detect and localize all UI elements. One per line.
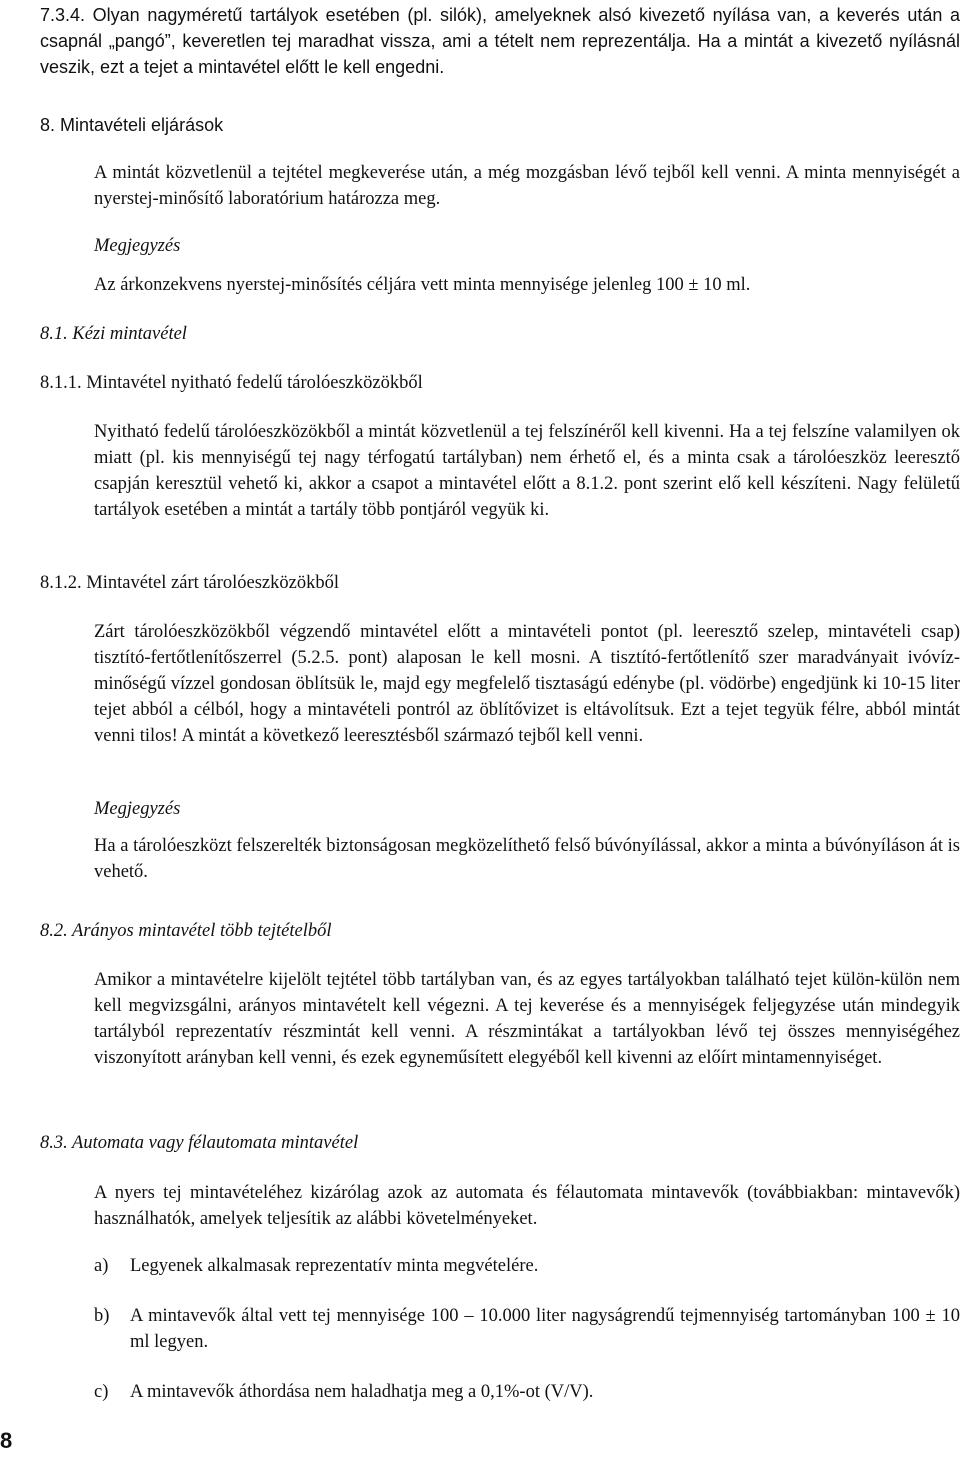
page-number: 8 — [0, 1428, 13, 1453]
list-item-label: c) — [94, 1382, 109, 1402]
list-item — [94, 1253, 960, 1279]
section-8-heading: 8. Mintavételi eljárások — [40, 115, 224, 135]
intro-paragraph: 7.3.4. Olyan nagyméretű tartályok esetében (pl. silók), amelyeknek alsó kivezető nyílása van, a keverés után a csapnál „pangó”, keveretlen tej maradhat vissza, ami a tételt nem reprezentálja. Ha a mintát a kivezető nyílásnál veszik, ezt a tejet a mintavétel előtt le kell engedni. — [40, 5, 960, 77]
list-item-text: A mintavevők által vett tej mennyisége 100 – 10.000 liter nagyságrendű tejmennyiség tartományban 100 ± 10 ml legyen. — [130, 1306, 960, 1352]
section-8-3-paragraph: A nyers tej mintavételéhez kizárólag azok az automata és félautomata mintavevők (továbbiakban: mintavevők) használhatók, amelyek teljesítik az alábbi követelményeket. — [94, 1183, 960, 1229]
section-8-3-heading: 8.3. Automata vagy félautomata mintavétel — [40, 1133, 359, 1153]
list-item — [94, 1303, 960, 1355]
section-8-1-heading: 8.1. Kézi mintavétel — [40, 324, 187, 344]
section-8-note: Az árkonzekvens nyerstej-minősítés céljára vett minta mennyisége jelenleg 100 ± 10 ml. — [94, 275, 751, 295]
section-8-note-label: Megjegyzés — [94, 236, 181, 256]
section-8-2-heading: 8.2. Arányos mintavétel több tejtételből — [40, 921, 332, 941]
list-item — [94, 1379, 960, 1405]
section-8-1-2-note-label: Megjegyzés — [94, 799, 181, 819]
list-item-text: Legyenek alkalmasak reprezentatív minta megvételére. — [130, 1256, 539, 1276]
section-8-2-paragraph: Amikor a mintavételre kijelölt tejtétel több tartályban van, és az egyes tartályokban található tejet külön-külön nem kell megvizsgálni, arányos mintavételt kell végezni. A tej keverése és a mennyiségek feljegyzése után mindegyik tartályból reprezentatív részmintát kell venni. A részmintákat a tartályokban lévő tej összes mennyiségéhez viszonyított arányban kell venni, és ezek egyneműsített elegyéből kell kivenni az előírt mintamennyiséget. — [94, 970, 960, 1068]
list-item-label: a) — [94, 1256, 109, 1276]
section-8-1-2-paragraph: Zárt tárolóeszközökből végzendő mintavétel előtt a mintavételi pontot (pl. leeresztő szelep, mintavételi csap) tisztító-fertőtlenítőszerrel (5.2.5. pont) alaposan le kell mosni. A tisztító-fertőtlenítő szer maradványait ivóvíz-minőségű vízzel gondosan öblítsük le, majd egy megfelelő tisztaságú edénybe (pl. vödörbe) engedjünk ki 10-15 liter tejet abból a célból, hogy a mintavételi pontról az öblítővizet is eltávolítsuk. Ezt a tejet tegyük félre, abból mintát venni tilos! A mintát a következő leeresztésből származó tejből kell venni. — [94, 622, 960, 746]
section-8-1-1-paragraph: Nyitható fedelű tárolóeszközökből a mintát közvetlenül a tej felszínéről kell kivenni. Ha a tej felszíne valamilyen ok miatt (pl. kis mennyiségű tej nagy térfogatú tartályban) nem érhető el, és a minta csak a tárolóeszköz leeresztő csapján keresztül vehető ki, akkor a csapot a mintavétel előtt a 8.1.2. pont szerint elő kell készíteni. Nagy felületű tartályok esetében a mintát a tartály több pontjáról vegyük ki. — [94, 422, 960, 520]
section-8-1-1-heading: 8.1.1. Mintavétel nyitható fedelű tárolóeszközökből — [40, 373, 423, 393]
section-8-paragraph: A mintát közvetlenül a tejtétel megkeverése után, a még mozgásban lévő tejből kell venni. A minta mennyiségét a nyerstej-minősítő laboratórium határozza meg. — [94, 163, 960, 209]
list-item-label: b) — [94, 1306, 110, 1326]
list-item-text: A mintavevők áthordása nem haladhatja meg a 0,1%-ot (V/V). — [130, 1382, 594, 1402]
section-8-1-2-heading: 8.1.2. Mintavétel zárt tárolóeszközökből — [40, 573, 339, 593]
section-8-1-2-note: Ha a tárolóeszközt felszerelték biztonságosan megközelíthető felső búvónyílással, akkor a minta a búvónyíláson át is vehető. — [94, 836, 960, 882]
